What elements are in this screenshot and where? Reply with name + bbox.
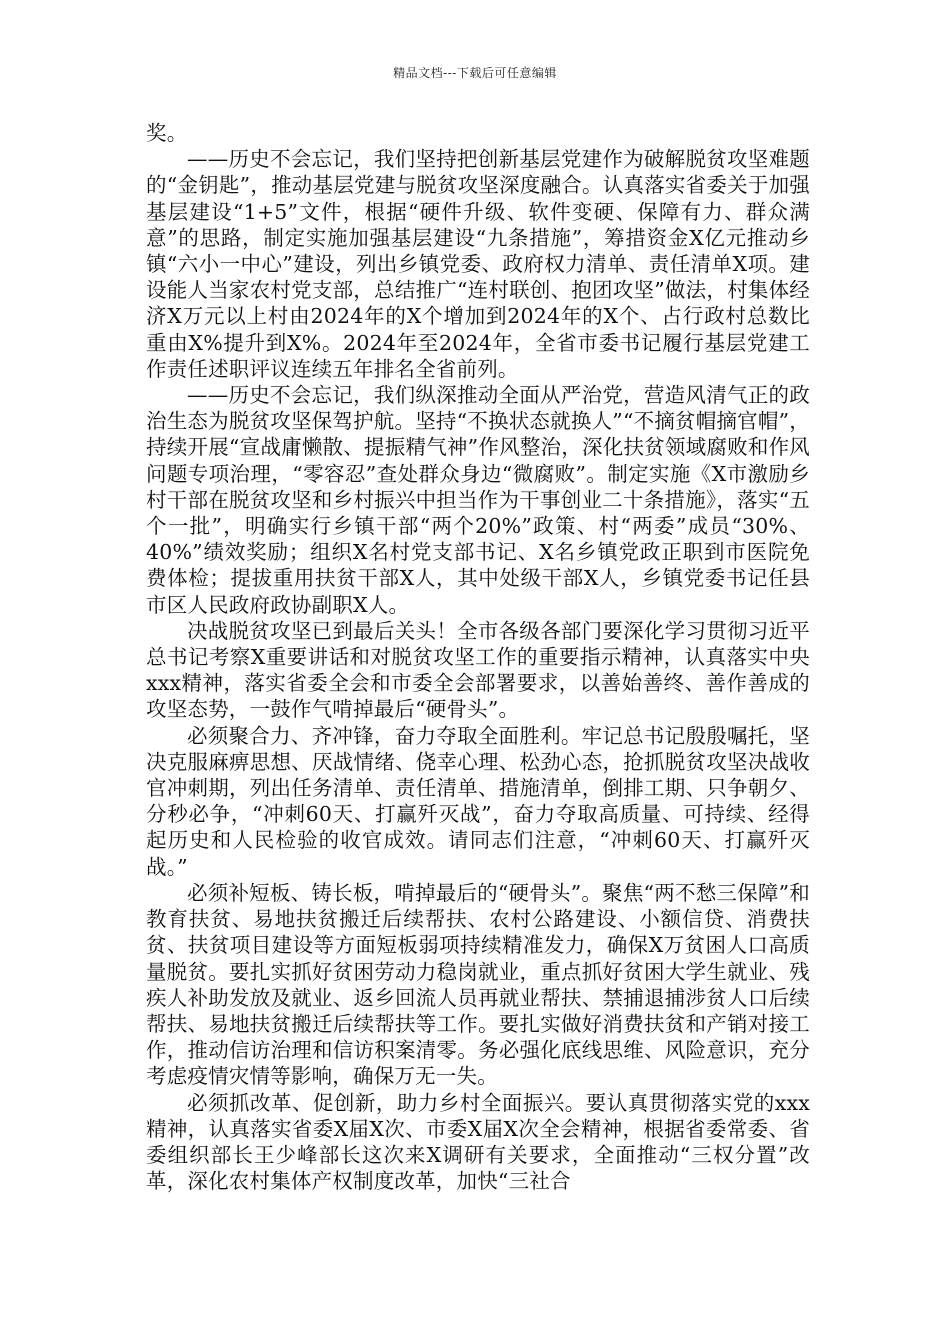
paragraph-continuation: 奖。 <box>146 121 188 145</box>
paragraph-strict-governance: ——历史不会忘记，我们纵深推动全面从严治党，营造风清气正的政治生态为脱贫攻坚保驾护航。坚持“不换状态就换人”“不摘贫帽摘官帽”，持续开展“宣战庸懒散、提振精气神”作风整治，深化扶贫领域腐败和作风问题专项治理，“零容忍”查处群众身边“微腐败”。制定实施《X市激励乡村干部在脱贫攻坚和乡村振兴中担当作为干事创业二十条措施》，落实“五个一批”，明确实行乡镇干部“两个20%”政策、村“两委”成员“30%、40%”绩效奖励；组织X名村党支部书记、X名乡镇党政正职到市医院免费体检；提拔重用扶贫干部X人，其中处级干部X人，乡镇党委书记任县市区人民政府政协副职X人。 <box>146 383 810 617</box>
paragraph-reform: 必须抓改革、促创新，助力乡村全面振兴。要认真贯彻落实党的xxx精神，认真落实省委X届X次、市委X届X次全会精神，根据省委常委、省委组织部长王少峰部长这次来X调研有关要求，全面推动“三权分置”改革，深化农村集体产权制度改革，加快“三社合 <box>146 1090 810 1194</box>
paragraph-final-battle: 决战脱贫攻坚已到最后关头！全市各级各部门要深化学习贯彻习近平总书记考察X重要讲话和对脱贫攻坚工作的重要指示精神，认真落实中央xxx精神，落实省委全会和市委全会部署要求，以善始善终、善作善成的攻坚态势，一鼓作气啃掉最后“硬骨头”。 <box>146 618 810 722</box>
document-body <box>146 120 810 1194</box>
paragraph-party-building: ——历史不会忘记，我们坚持把创新基层党建作为破解脱贫攻坚难题的“金钥匙”，推动基层党建与脱贫攻坚深度融合。认真落实省委关于加强基层建设“1+5”文件，根据“硬件升级、软件变硬、保障有力、群众满意”的思路，制定实施加强基层建设“九条措施”，筹措资金X亿元推动乡镇“六小一中心”建设，列出乡镇党委、政府权力清单、责任清单X项。建设能人当家农村党支部，总结推广“连村联创、抱团攻坚”做法，村集体经济X万元以上村由2024年的X个增加到2024年的X个、占行政村总数比重由X%提升到X%。2024年至2024年，全省市委书记履行基层党建工作责任述职评议连续五年排名全省前列。 <box>146 147 810 381</box>
paragraph-joint-effort: 必须聚合力、齐冲锋，奋力夺取全面胜利。牢记总书记殷殷嘱托，坚决克服麻痹思想、厌战情绪、侥幸心理、松劲心态，抢抓脱贫攻坚决战收官冲刺期，列出任务清单、责任清单、措施清单，倒排工期、只争朝夕、分秒必争，“冲刺60天、打赢歼灭战”，奋力夺取高质量、可持续、经得起历史和人民检验的收官成效。请同志们注意，“冲刺60天、打赢歼灭战。” <box>146 723 810 879</box>
paragraph-shortcomings: 必须补短板、铸长板，啃掉最后的“硬骨头”。聚焦“两不愁三保障”和教育扶贫、易地扶贫搬迁后续帮扶、农村公路建设、小额信贷、消费扶贫、扶贫项目建设等方面短板弱项持续精准发力，确保X万贫困人口高质量脱贫。要扎实抓好贫困劳动力稳岗就业，重点抓好贫困大学生就业、残疾人补助发放及就业、返乡回流人员再就业帮扶、禁捕退捕涉贫人口后续帮扶、易地扶贫搬迁后续帮扶等工作。要扎实做好消费扶贫和产销对接工作，推动信访治理和信访积案清零。务必强化底线思维、风险意识，充分考虑疫情灾情等影响，确保万无一失。 <box>146 880 810 1089</box>
page-header: 精品文档---下载后可任意编辑 <box>393 66 557 80</box>
